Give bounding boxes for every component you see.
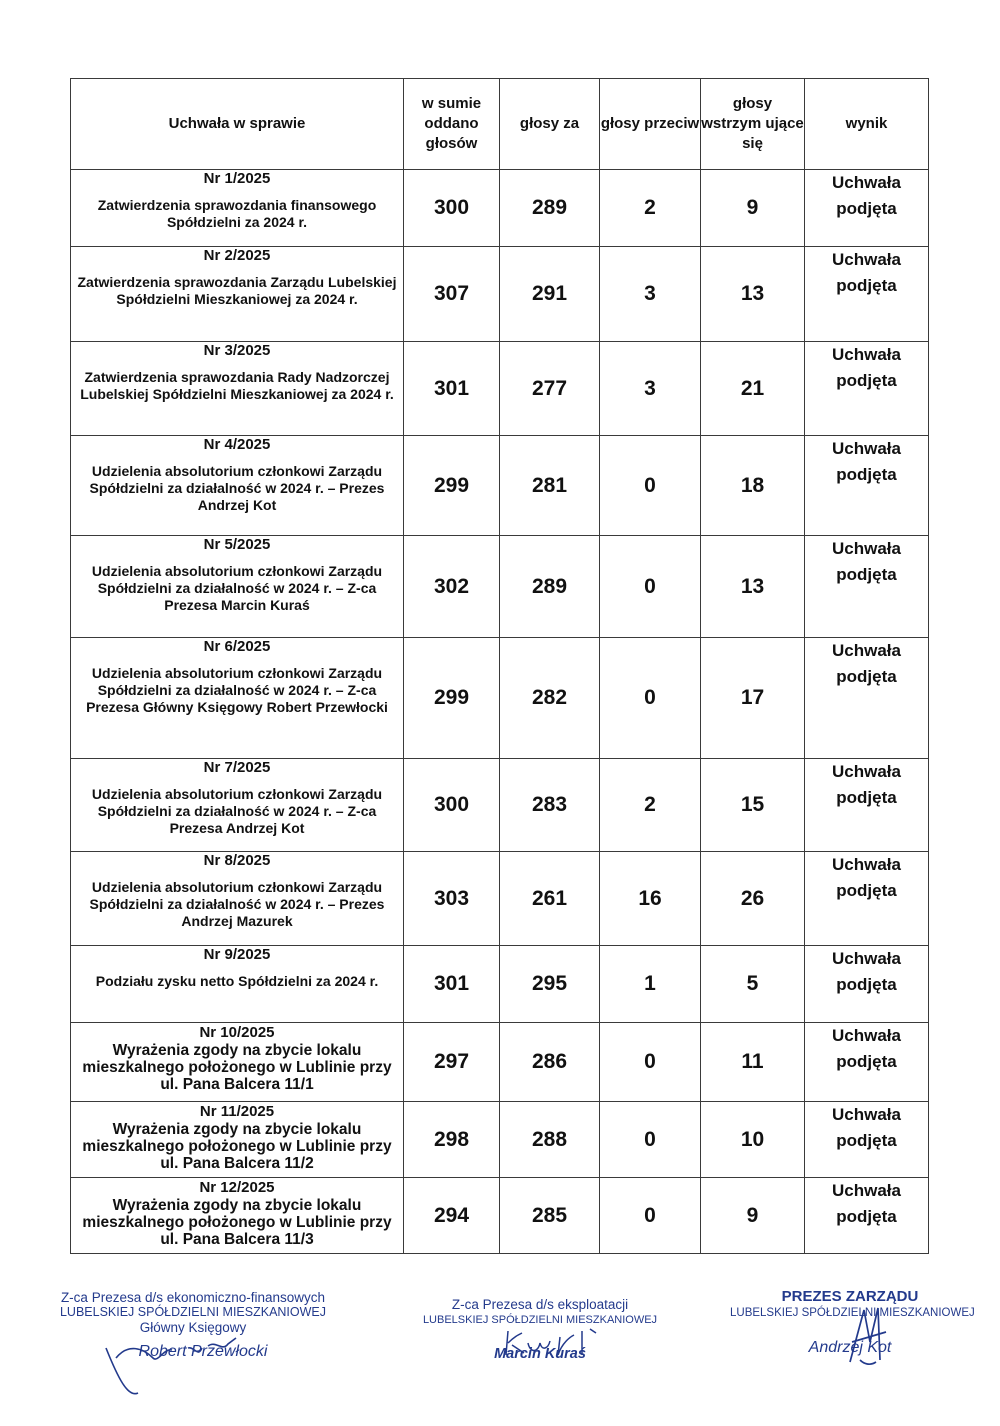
votes-against: 16 (600, 852, 701, 946)
votes-for: 291 (500, 247, 600, 342)
handwritten-signature-center (498, 1323, 618, 1363)
votes-against: 0 (600, 1102, 701, 1178)
resolution-result: Uchwała podjęta (805, 247, 929, 342)
resolution-title: Wyrażenia zgody na zbycie lokalu mieszkalnego położonego w Lublinie przy ul. Pana Balcera 11/3 (82, 1197, 392, 1248)
votes-for: 281 (500, 436, 600, 536)
resolution-subject (71, 1102, 404, 1178)
votes-abstain: 17 (701, 638, 805, 759)
resolution-subject (71, 852, 404, 946)
resolution-subject (71, 536, 404, 638)
resolution-number: Nr 2/2025 (203, 247, 271, 264)
votes-abstain: 21 (701, 342, 805, 436)
resolution-number: Nr 7/2025 (203, 759, 271, 776)
handwritten-signature-right (830, 1302, 910, 1372)
votes-for: 289 (500, 536, 600, 638)
table-row (71, 638, 929, 759)
votes-for: 289 (500, 170, 600, 247)
signature-center-organization: LUBELSKIEJ SPÓŁDZIELNI MIESZKANIOWEJ (422, 1314, 658, 1326)
resolution-number: Nr 11/2025 (199, 1103, 275, 1120)
header-against: głosy przeciw (600, 79, 701, 170)
votes-abstain: 10 (701, 1102, 805, 1178)
votes-for: 282 (500, 638, 600, 759)
resolution-result: Uchwała podjęta (805, 946, 929, 1023)
resolution-result: Uchwała podjęta (805, 436, 929, 536)
votes-total: 300 (404, 759, 500, 852)
signature-block-left (28, 1290, 358, 1361)
votes-total: 299 (404, 436, 500, 536)
resolution-number: Nr 4/2025 (203, 436, 271, 453)
votes-total: 297 (404, 1023, 500, 1102)
signature-left-role: Główny Księgowy (139, 1320, 247, 1335)
votes-total: 303 (404, 852, 500, 946)
votes-for: 288 (500, 1102, 600, 1178)
resolution-number: Nr 3/2025 (203, 342, 271, 359)
signature-right-name: Andrzej Kot (808, 1339, 892, 1356)
table-row (71, 759, 929, 852)
votes-against: 0 (600, 1023, 701, 1102)
votes-abstain: 9 (701, 1178, 805, 1254)
resolution-title: Zatwierdzenia sprawozdania Rady Nadzorczej Lubelskiej Spółdzielni Mieszkaniowej za 2024 r. (80, 369, 394, 402)
votes-against: 0 (600, 536, 701, 638)
votes-abstain: 18 (701, 436, 805, 536)
votes-for: 261 (500, 852, 600, 946)
resolution-number: Nr 12/2025 (199, 1179, 275, 1196)
votes-total: 301 (404, 342, 500, 436)
votes-abstain: 26 (701, 852, 805, 946)
signature-right-organization: LUBELSKIEJ SPÓŁDZIELNI MIESZKANIOWEJ (730, 1307, 975, 1319)
table-row (71, 170, 929, 247)
resolution-title: Udzielenia absolutorium członkowi Zarządu Spółdzielni za działalność w 2024 r. – Z-ca Prezesa Główny Księgowy Robert Przewłocki (86, 665, 388, 715)
votes-total: 307 (404, 247, 500, 342)
signature-block-right (730, 1288, 975, 1357)
resolution-title: Zatwierdzenia sprawozdania Zarządu Lubelskiej Spółdzielni Mieszkaniowej za 2024 r. (77, 274, 397, 307)
votes-total: 301 (404, 946, 500, 1023)
votes-against: 1 (600, 946, 701, 1023)
resolution-number: Nr 8/2025 (203, 852, 271, 869)
votes-against: 0 (600, 638, 701, 759)
votes-against: 0 (600, 436, 701, 536)
handwritten-signature-left (98, 1318, 298, 1398)
votes-abstain: 9 (701, 170, 805, 247)
resolution-number: Nr 6/2025 (203, 638, 271, 655)
votes-against: 2 (600, 170, 701, 247)
votes-against: 3 (600, 247, 701, 342)
resolution-result: Uchwała podjęta (805, 1102, 929, 1178)
resolution-subject (71, 1023, 404, 1102)
votes-abstain: 11 (701, 1023, 805, 1102)
signature-left-organization: LUBELSKIEJ SPÓŁDZIELNI MIESZKANIOWEJ (59, 1305, 327, 1319)
resolution-title: Udzielenia absolutorium członkowi Zarządu Spółdzielni za działalność w 2024 r. – Prezes Andrzej Kot (89, 463, 385, 513)
votes-abstain: 5 (701, 946, 805, 1023)
resolution-subject (71, 436, 404, 536)
header-subject: Uchwała w sprawie (71, 79, 404, 170)
resolution-title: Udzielenia absolutorium członkowi Zarządu Spółdzielni za działalność w 2024 r. – Prezes Andrzej Mazurek (89, 879, 385, 929)
votes-abstain: 13 (701, 536, 805, 638)
resolution-number: Nr 10/2025 (199, 1024, 275, 1041)
signature-right-title: PREZES ZARZĄDU (781, 1288, 919, 1305)
votes-total: 299 (404, 638, 500, 759)
table-row (71, 436, 929, 536)
resolution-subject (71, 638, 404, 759)
resolution-subject (71, 247, 404, 342)
resolution-title: Podziału zysku netto Spółdzielni za 2024 r. (95, 973, 379, 989)
resolution-title: Zatwierdzenia sprawozdania finansowego Spółdzielni za 2024 r. (97, 197, 377, 230)
resolution-title: Wyrażenia zgody na zbycie lokalu mieszkalnego położonego w Lublinie przy ul. Pana Balcera 11/1 (82, 1042, 392, 1093)
table-row (71, 1023, 929, 1102)
votes-for: 283 (500, 759, 600, 852)
resolution-result: Uchwała podjęta (805, 1178, 929, 1254)
table-row (71, 247, 929, 342)
votes-for: 277 (500, 342, 600, 436)
resolution-title: Wyrażenia zgody na zbycie lokalu mieszkalnego położonego w Lublinie przy ul. Pana Balcera 11/2 (82, 1121, 392, 1172)
header-abstain: głosy wstrzym ujące się (701, 79, 805, 170)
table-row (71, 536, 929, 638)
resolution-result: Uchwała podjęta (805, 1023, 929, 1102)
votes-against: 2 (600, 759, 701, 852)
votes-total: 294 (404, 1178, 500, 1254)
table-row (71, 946, 929, 1023)
header-for: głosy za (500, 79, 600, 170)
resolution-subject (71, 170, 404, 247)
signature-left-title: Z-ca Prezesa d/s ekonomiczno-finansowych (60, 1290, 326, 1305)
signature-left-name: Robert Przewłocki (138, 1343, 268, 1360)
resolution-result: Uchwała podjęta (805, 852, 929, 946)
votes-against: 0 (600, 1178, 701, 1254)
votes-for: 285 (500, 1178, 600, 1254)
signature-block-center (410, 1297, 670, 1362)
resolutions-table (70, 78, 929, 1254)
signature-center-title: Z-ca Prezesa d/s eksploatacji (451, 1297, 629, 1312)
header-total: w sumie oddano głosów (404, 79, 500, 170)
resolution-result: Uchwała podjęta (805, 638, 929, 759)
votes-total: 300 (404, 170, 500, 247)
table-header-row (71, 79, 929, 170)
resolution-result: Uchwała podjęta (805, 342, 929, 436)
resolution-subject (71, 1178, 404, 1254)
votes-total: 302 (404, 536, 500, 638)
table-row (71, 342, 929, 436)
votes-total: 298 (404, 1102, 500, 1178)
resolution-subject (71, 759, 404, 852)
resolution-result: Uchwała podjęta (805, 536, 929, 638)
resolution-result: Uchwała podjęta (805, 759, 929, 852)
resolution-number: Nr 1/2025 (203, 170, 271, 187)
table-row (71, 852, 929, 946)
votes-for: 286 (500, 1023, 600, 1102)
signature-center-name: Marcin Kuraś (494, 1346, 586, 1362)
table-row (71, 1102, 929, 1178)
table-row (71, 1178, 929, 1254)
votes-abstain: 13 (701, 247, 805, 342)
header-result: wynik (805, 79, 929, 170)
resolution-title: Udzielenia absolutorium członkowi Zarządu Spółdzielni za działalność w 2024 r. – Z-ca Prezesa Marcin Kuraś (91, 563, 383, 613)
votes-for: 295 (500, 946, 600, 1023)
resolution-title: Udzielenia absolutorium członkowi Zarządu Spółdzielni za działalność w 2024 r. – Z-ca Prezesa Andrzej Kot (91, 786, 383, 836)
resolution-result: Uchwała podjęta (805, 170, 929, 247)
resolution-subject (71, 342, 404, 436)
votes-against: 3 (600, 342, 701, 436)
resolution-subject (71, 946, 404, 1023)
resolution-number: Nr 9/2025 (203, 946, 271, 963)
resolution-number: Nr 5/2025 (203, 536, 271, 553)
votes-abstain: 15 (701, 759, 805, 852)
